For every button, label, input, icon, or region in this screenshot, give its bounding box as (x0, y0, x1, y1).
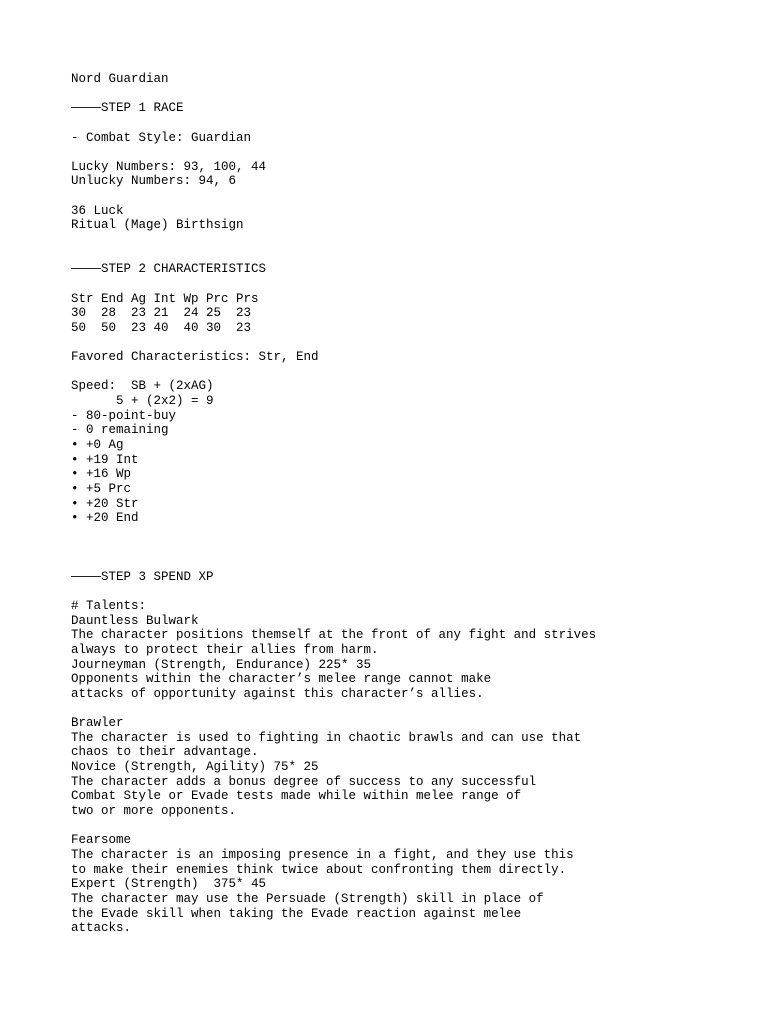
text-line: chaos to their advantage. (71, 745, 259, 760)
text-line: • +20 End (71, 511, 139, 526)
text-line: Lucky Numbers: 93, 100, 44 (71, 159, 267, 174)
blank-line (71, 116, 751, 131)
text-line: - 80-point-buy (71, 408, 177, 423)
text-line: the Evade skill when taking the Evade reaction against melee (71, 906, 522, 921)
text-line: The character is an imposing presence in a fight, and they use this (71, 847, 574, 862)
blank-line (71, 189, 751, 204)
text-line: Fearsome (71, 833, 132, 848)
text-line: Brawler (71, 716, 124, 731)
text-line: Nord Guardian (71, 72, 169, 86)
text-line: ————STEP 3 SPEND XP (71, 569, 214, 584)
blank-line (71, 145, 751, 160)
text-line: Dauntless Bulwark (71, 613, 199, 628)
text-line: The character is used to fighting in chaotic brawls and can use that (71, 730, 582, 745)
text-line: 36 Luck (71, 203, 124, 218)
text-line: Novice (Strength, Agility) 75* 25 (71, 760, 319, 775)
blank-line (71, 336, 751, 351)
text-line: The character adds a bonus degree of success to any successful (71, 774, 537, 789)
text-line: Ritual (Mage) Birthsign (71, 218, 244, 233)
text-line: 5 + (2x2) = 9 (71, 394, 214, 409)
text-line: to make their enemies think twice about confronting them directly. (71, 862, 567, 877)
blank-line (71, 87, 751, 102)
blank-line (71, 702, 751, 717)
blank-line (71, 277, 751, 292)
text-line: • +20 Str (71, 496, 139, 511)
text-line: - Combat Style: Guardian (71, 130, 252, 145)
blank-line (71, 541, 751, 556)
text-line: The character positions themself at the front of any fight and strives (71, 628, 597, 643)
blank-line (71, 819, 751, 834)
blank-line (71, 526, 751, 541)
text-line: 50 50 23 40 40 30 23 (71, 320, 252, 335)
text-line: Expert (Strength) 375* 45 (71, 877, 267, 892)
text-line: ————STEP 2 CHARACTERISTICS (71, 262, 267, 277)
text-line: • +16 Wp (71, 467, 132, 482)
blank-line (71, 365, 751, 380)
blank-line (71, 248, 751, 263)
text-line: Str End Ag Int Wp Prc Prs (71, 291, 259, 306)
text-line: attacks of opportunity against this character’s allies. (71, 686, 484, 701)
text-line: ————STEP 1 RACE (71, 101, 184, 116)
document-page (71, 72, 751, 936)
text-line: two or more opponents. (71, 804, 237, 819)
text-line: always to protect their allies from harm. (71, 642, 379, 657)
text-line: 30 28 23 21 24 25 23 (71, 306, 252, 321)
text-line: attacks. (71, 921, 132, 936)
text-line: Unlucky Numbers: 94, 6 (71, 174, 237, 189)
text-line: Opponents within the character’s melee range cannot make (71, 672, 492, 687)
text-line: • +19 Int (71, 452, 139, 467)
text-line: Journeyman (Strength, Endurance) 225* 35 (71, 657, 372, 672)
text-line: Favored Characteristics: Str, End (71, 350, 319, 365)
text-line: Combat Style or Evade tests made while within melee range of (71, 789, 522, 804)
blank-line (71, 584, 751, 599)
text-line: Speed: SB + (2xAG) (71, 379, 214, 394)
text-line: The character may use the Persuade (Strength) skill in place of (71, 891, 544, 906)
blank-line (71, 233, 751, 248)
blank-line (71, 555, 751, 570)
text-line: • +5 Prc (71, 481, 132, 496)
text-line: - 0 remaining (71, 423, 169, 438)
text-line: # Talents: (71, 599, 147, 614)
text-line: • +0 Ag (71, 438, 124, 453)
